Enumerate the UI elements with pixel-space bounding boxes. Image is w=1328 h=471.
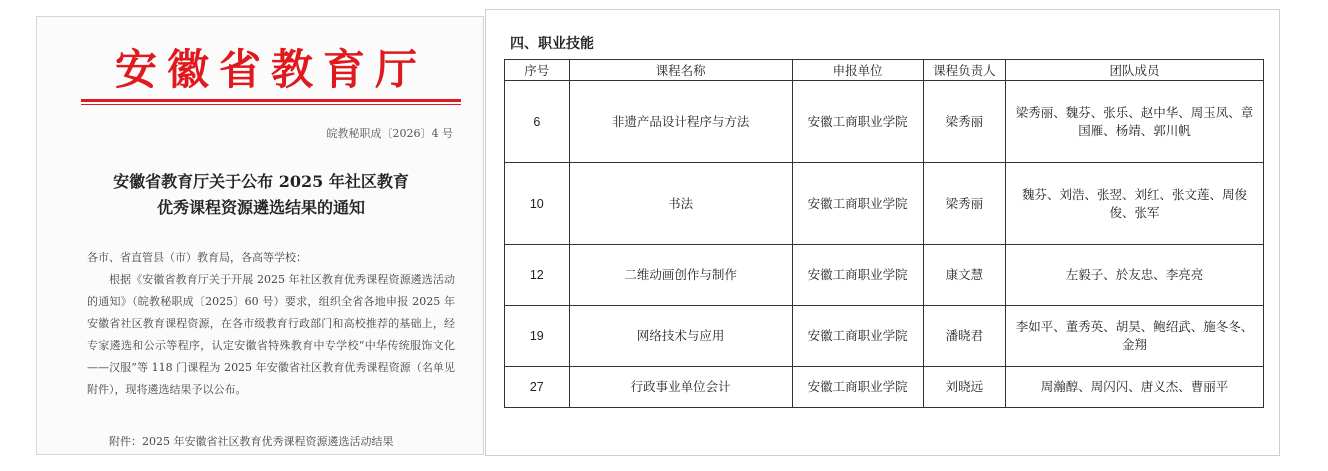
header-team: 团队成员 [1006, 60, 1264, 81]
skills-table-panel [485, 9, 1280, 456]
table-header-row [505, 60, 1264, 81]
cell-lead: 康文慧 [923, 245, 1005, 306]
notice-document [36, 16, 484, 455]
cell-unit: 安徽工商职业学院 [792, 81, 923, 163]
cell-team: 李如平、董秀英、胡昊、鲍绍武、施冬冬、金翔 [1006, 306, 1264, 367]
cell-team: 周瀚醇、周闪闪、唐义杰、曹丽平 [1006, 367, 1264, 408]
cell-course: 二维动画创作与制作 [569, 245, 792, 306]
table-row [505, 163, 1264, 245]
cell-course: 行政事业单位会计 [569, 367, 792, 408]
document-header: 安徽省教育厅 [114, 45, 427, 94]
document-body: 根据《安徽省教育厅关于开展 2025 年社区教育优秀课程资源遴选活动的通知》（皖教秘职成〔2025〕60 号）要求，组织全省各地申报 2025 年安徽省社区教育课程资源，在各市级教育行政部门和高校推荐的基础上，经专家遴选和公示等程序，认定安徽省特殊教育中专学校“中华传统服饰文化——汉服”等 118 门课程为 2025 年安徽省社区教育优秀课程资源（名单见附件），现将遴选结果予以公布。 [87, 273, 455, 396]
cell-seq: 6 [505, 81, 570, 163]
header-course: 课程名称 [569, 60, 792, 81]
document-title [61, 169, 461, 221]
cell-unit: 安徽工商职业学院 [792, 306, 923, 367]
header-unit: 申报单位 [792, 60, 923, 81]
cell-seq: 12 [505, 245, 570, 306]
cell-team: 梁秀丽、魏芬、张乐、赵中华、周玉凤、章国雁、杨靖、郭川帆 [1006, 81, 1264, 163]
course-table [504, 59, 1264, 408]
cell-lead: 潘晓君 [923, 306, 1005, 367]
table-row [505, 367, 1264, 408]
cell-course: 非遗产品设计程序与方法 [569, 81, 792, 163]
cell-team: 魏芬、刘浩、张翌、刘红、张文莲、周俊俊、张军 [1006, 163, 1264, 245]
header-red-line-thin [81, 104, 461, 105]
document-salutation: 各市、省直管县（市）教育局，各高等学校： [87, 251, 307, 264]
header-seq: 序号 [505, 60, 570, 81]
table-row [505, 245, 1264, 306]
cell-lead: 梁秀丽 [923, 81, 1005, 163]
cell-lead: 刘晓远 [923, 367, 1005, 408]
table-row [505, 81, 1264, 163]
document-title-line1: 安徽省教育厅关于公布 2025 年社区教育 [113, 172, 409, 191]
cell-unit: 安徽工商职业学院 [792, 367, 923, 408]
cell-lead: 梁秀丽 [923, 163, 1005, 245]
header-red-line [81, 99, 461, 102]
cell-course: 书法 [569, 163, 792, 245]
cell-seq: 27 [505, 367, 570, 408]
document-title-line2: 优秀课程资源遴选结果的通知 [156, 198, 365, 217]
document-attachment: 附件：2025 年安徽省社区教育优秀课程资源遴选活动结果 [109, 435, 394, 448]
cell-team: 左毅子、於友忠、李亮亮 [1006, 245, 1264, 306]
cell-seq: 19 [505, 306, 570, 367]
cell-seq: 10 [505, 163, 570, 245]
section-title: 四、职业技能 [510, 35, 594, 51]
cell-course: 网络技术与应用 [569, 306, 792, 367]
document-number: 皖教秘职成〔2026〕4 号 [326, 127, 453, 140]
cell-unit: 安徽工商职业学院 [792, 163, 923, 245]
cell-unit: 安徽工商职业学院 [792, 245, 923, 306]
header-lead: 课程负责人 [923, 60, 1005, 81]
table-row [505, 306, 1264, 367]
